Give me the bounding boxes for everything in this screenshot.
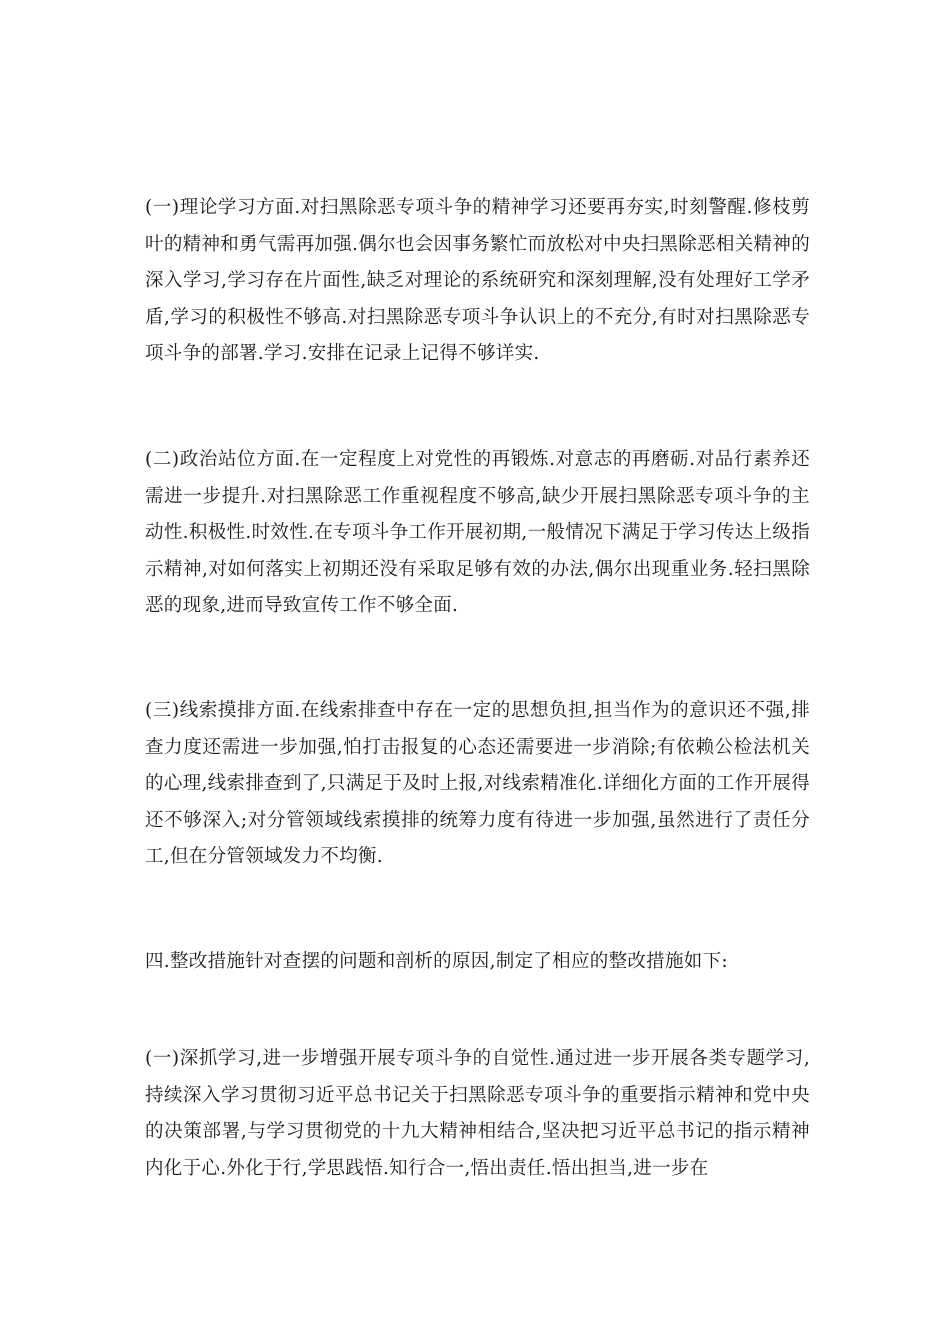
paragraph-clue-investigation: (三)线索摸排方面.在线索排查中存在一定的思想负担,担当作为的意识还不强,排查力度还需进一步加强,怕打击报复的心态还需要进一步消除;有依赖公检法机关的心理,线索排查到了,只满足于及时上报,对线索精准化.详细化方面的工作开展得还不够深入;对分管领域线索摸排的统筹力度有待进一步加强,虽然进行了责任分工,但在分管领域发力不均衡. (145, 700, 810, 867)
paragraph-theory-study: (一)理论学习方面.对扫黑除恶专项斗争的精神学习还要再夯实,时刻警醒.修枝剪叶的精神和勇气需再加强.偶尔也会因事务繁忙而放松对中央扫黑除恶相关精神的深入学习,学习存在片面性,缺乏对理论的系统研究和深刻理解,没有处理好工学矛盾,学习的积极性不够高.对扫黑除恶专项斗争认识上的不充分,有时对扫黑除恶专项斗争的部署.学习.安排在记录上记得不够详实. (145, 197, 810, 364)
section-heading-rectification: 四.整改措施针对查摆的问题和剖析的原因,制定了相应的整改措施如下: (145, 951, 728, 972)
paragraph-political-stance: (二)政治站位方面.在一定程度上对党性的再锻炼.对意志的再磨砺.对品行素养还需进一步提升.对扫黑除恶工作重视程度不够高,缺少开展扫黑除恶专项斗争的主动性.积极性.时效性.在专项斗争工作开展初期,一般情况下满足于学习传达上级指示精神,对如何落实上初期还没有采取足够有效的办法,偶尔出现重业务.轻扫黑除恶的现象,进而导致宣传工作不够全面. (145, 449, 810, 616)
paragraph-deep-study: (一)深抓学习,进一步增强开展专项斗争的自觉性.通过进一步开展各类专题学习,持续深入学习贯彻习近平总书记关于扫黑除恶专项斗争的重要指示精神和党中央的决策部署,与学习贯彻党的十九大精神相结合,坚决把习近平总书记的指示精神内化于心.外化于行,学思践悟.知行合一,悟出责任.悟出担当,进一步在 (145, 1048, 810, 1179)
